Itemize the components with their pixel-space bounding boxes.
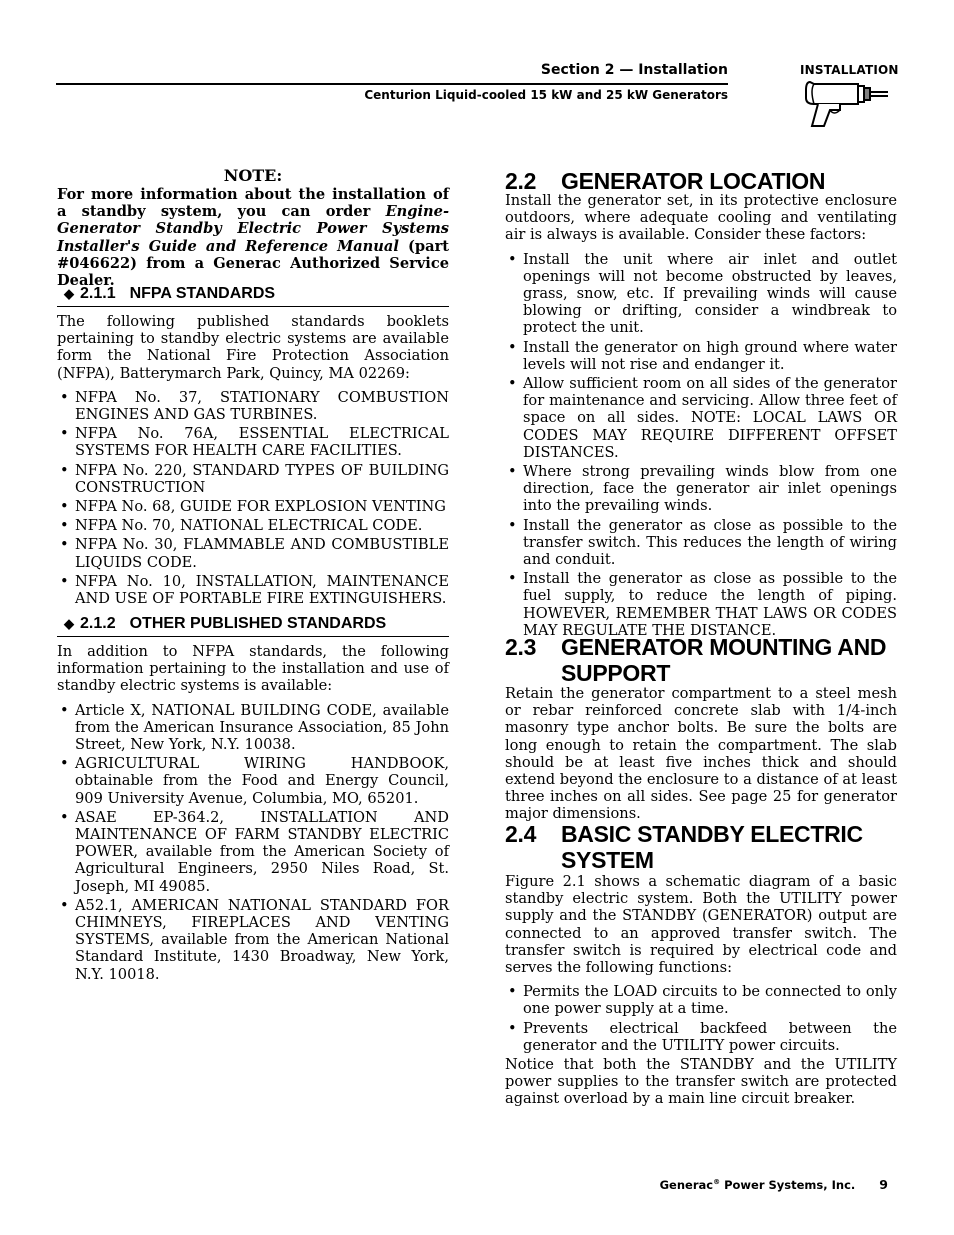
- list-item: • NFPA No. 30, FLAMMABLE AND COMBUSTIBLE LIQUIDS CODE.: [57, 536, 449, 570]
- note-body: [57, 186, 449, 289]
- section-title: BASIC STANDBY ELECTRIC: [561, 821, 863, 847]
- page-number: 9: [879, 1177, 888, 1192]
- subsection-number: 2.1.1: [80, 285, 116, 302]
- header-rule: [56, 83, 728, 85]
- list-item: • AGRICULTURAL WIRING HANDBOOK, obtainable from the Food and Energy Council, 909 University Avenue, Columbia, MO, 65201.: [57, 755, 449, 807]
- nfpa-section: [57, 313, 449, 609]
- installation-tab-label: INSTALLATION: [800, 63, 899, 77]
- list-item: • NFPA No. 68, GUIDE FOR EXPLOSION VENTING: [57, 498, 449, 515]
- location-intro: Install the generator set, in its protective enclosure outdoors, where adequate cooling and ventilating air is always is available. Consider these factors:: [505, 192, 897, 244]
- list-item: • NFPA No. 70, NATIONAL ELECTRICAL CODE.: [57, 517, 449, 534]
- subsection-heading-2-1-1: [57, 285, 449, 307]
- section-number: 2.2: [505, 168, 537, 194]
- document-subtitle: Centurion Liquid-cooled 15 kW and 25 kW Generators: [364, 88, 728, 102]
- registered-mark: ®: [713, 1178, 721, 1187]
- section-title: GENERATOR LOCATION: [561, 168, 826, 194]
- section-number: 2.3: [505, 634, 537, 660]
- standby-list: [505, 983, 897, 1054]
- section-title-continued: SUPPORT: [561, 660, 671, 686]
- diamond-icon: ◆: [64, 616, 74, 631]
- list-item: • Prevents electrical backfeed between the generator and the UTILITY power circuits.: [505, 1020, 897, 1054]
- list-item: • Install the generator as close as possible to the fuel supply, to reduce the length of piping. HOWEVER, REMEMBER THAT LAWS OR CODES MAY REGULATE THE DISTANCE.: [505, 570, 897, 639]
- list-item: • ASAE EP-364.2, INSTALLATION AND MAINTENANCE OF FARM STANDBY ELECTRIC POWER, available from the American Society of Agricultural Engineers, 2950 Niles Road, St. Joseph, MI 49085.: [57, 809, 449, 895]
- standby-system-section: [505, 873, 897, 1108]
- list-item: • Install the unit where air inlet and outlet openings will not become obstructed by leaves, grass, snow, etc. If prevailing winds will cause blowing or drifting, consider a windbreak to protect the unit.: [505, 251, 897, 337]
- subsection-title: OTHER PUBLISHED STANDARDS: [129, 615, 387, 632]
- subsection-title: NFPA STANDARDS: [129, 285, 276, 302]
- list-item: • Install the generator as close as possible to the transfer switch. This reduces the length of wiring and conduit.: [505, 517, 897, 569]
- list-item: • NFPA No. 37, STATIONARY COMBUSTION ENGINES AND GAS TURBINES.: [57, 389, 449, 423]
- diamond-icon: ◆: [64, 286, 74, 301]
- section-title: Section 2 — Installation: [540, 62, 728, 78]
- standby-outro: Notice that both the STANDBY and the UTILITY power supplies to the transfer switch are protected against overload by a main line circuit breaker.: [505, 1056, 897, 1108]
- note-text-end: (part #046622) from a Generac Authorized Service Dealer.: [57, 237, 450, 290]
- page-footer: [660, 1177, 888, 1192]
- nfpa-intro: The following published standards booklets pertaining to standby electric systems are available form the National Fire Protection Association (NFPA), Batterymarch Park, Quincy, MA 02269:: [57, 313, 449, 382]
- drill-icon: [800, 76, 892, 130]
- section-heading-2-4: [505, 821, 905, 873]
- nfpa-list: [57, 389, 449, 607]
- other-standards-intro: In addition to NFPA standards, the following information pertaining to the installation and use of standby electric systems is available:: [57, 643, 449, 695]
- section-heading-2-2: [505, 168, 905, 194]
- list-item: • Where strong prevailing winds blow from one direction, face the generator air inlet openings into the prevailing winds.: [505, 463, 897, 515]
- list-item: • NFPA No. 10, INSTALLATION, MAINTENANCE AND USE OF PORTABLE FIRE EXTINGUISHERS.: [57, 573, 449, 607]
- subsection-number: 2.1.2: [80, 615, 116, 632]
- section-number: 2.4: [505, 821, 537, 847]
- list-item: • NFPA No. 76A, ESSENTIAL ELECTRICAL SYSTEMS FOR HEALTH CARE FACILITIES.: [57, 425, 449, 459]
- generator-location-section: [505, 192, 897, 641]
- subsection-heading-2-1-2: [57, 615, 449, 637]
- other-standards-list: [57, 702, 449, 983]
- note-manual-title: Engine-Generator Standby Electric Power Systems Installer's Guide and Reference Manual: [57, 203, 449, 255]
- location-list: [505, 251, 897, 639]
- mounting-body: Retain the generator compartment to a steel mesh or rebar reinforced concrete slab with 1/4-inch masonry type anchor bolts. Be sure the bolts are long enough to retain the compartment. The slab should be at least five inches thick and should extend beyond the enclosure to a distance of at least three inches on all sides. See page 25 for generator major dimensions.: [505, 685, 897, 823]
- footer-company: Generac: [659, 1178, 714, 1192]
- list-item: • Article X, NATIONAL BUILDING CODE, available from the American Insurance Association, 85 John Street, New York, N.Y. 10038.: [57, 702, 449, 754]
- other-standards-section: [57, 643, 449, 985]
- section-title: GENERATOR MOUNTING AND: [561, 634, 887, 660]
- section-heading-2-3: [505, 634, 905, 686]
- list-item: • Allow sufficient room on all sides of the generator for maintenance and servicing. Allow three feet of space on all sides. NOTE: LOCAL LAWS OR CODES MAY REQUIRE DIFFERENT OFFSET DISTANCES.: [505, 375, 897, 461]
- list-item: • NFPA No. 220, STANDARD TYPES OF BUILDING CONSTRUCTION: [57, 462, 449, 496]
- footer-company-rest: Power Systems, Inc.: [720, 1178, 856, 1192]
- list-item: • Permits the LOAD circuits to be connected to only one power supply at a time.: [505, 983, 897, 1017]
- standby-intro: Figure 2.1 shows a schematic diagram of a basic standby electric system. Both the UTILITY power supply and the STANDBY (GENERATOR) output are connected to an approved transfer switch. The transfer switch is required by electrical code and serves the following functions:: [505, 873, 897, 977]
- list-item: • A52.1, AMERICAN NATIONAL STANDARD FOR CHIMNEYS, FIREPLACES AND VENTING SYSTEMS, available from the American National Standard Institute, 1430 Broadway, New York, N.Y. 10018.: [57, 897, 449, 983]
- note-title: NOTE:: [223, 166, 283, 185]
- section-title-continued: SYSTEM: [561, 847, 654, 873]
- list-item: • Install the generator on high ground where water levels will not rise and endanger it.: [505, 339, 897, 373]
- mounting-section: [505, 685, 897, 823]
- note-text: For more information about the installation of a standby system, you can order: [57, 186, 449, 221]
